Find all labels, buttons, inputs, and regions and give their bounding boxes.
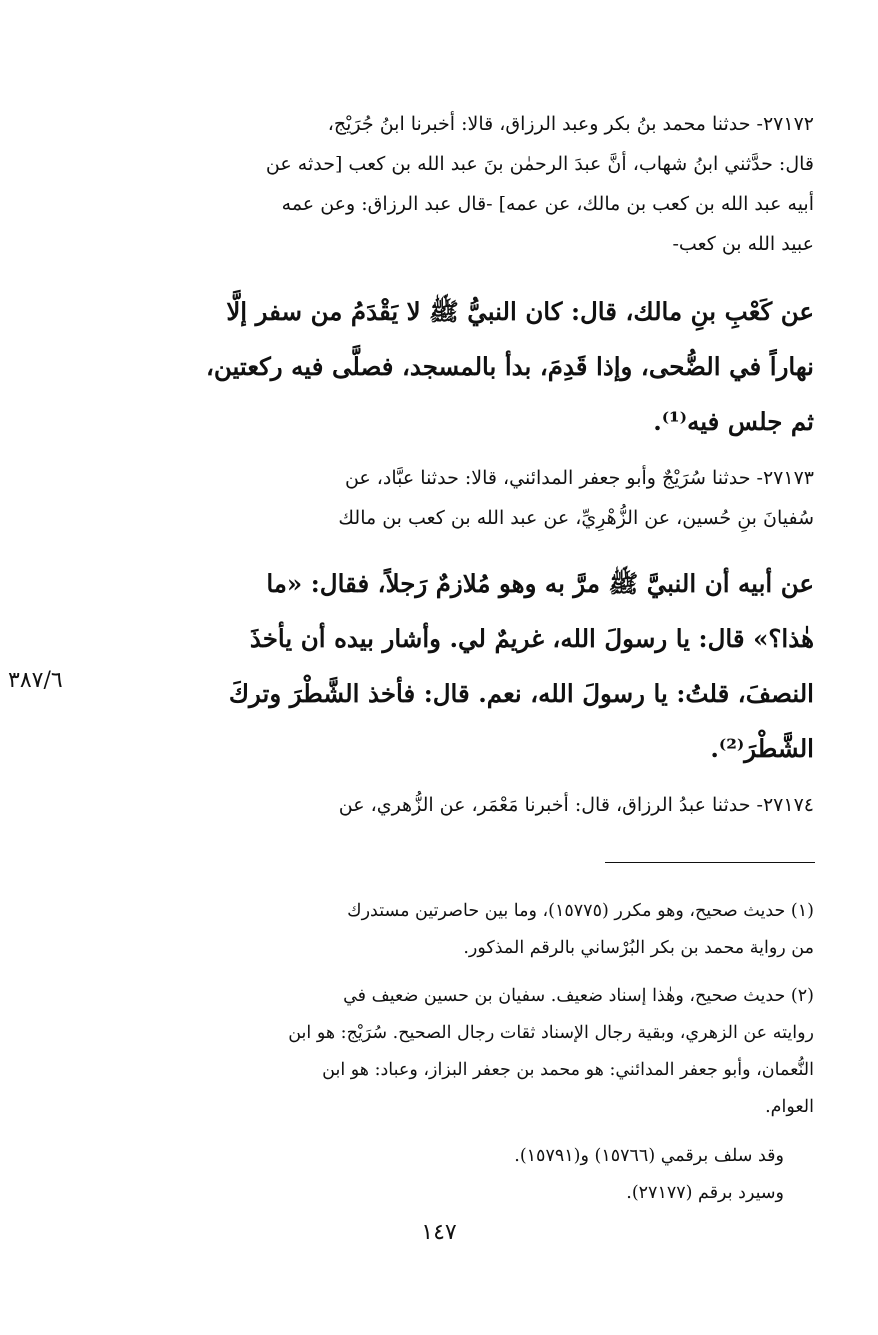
footnote-2-cross-reference: وقد سلف برقمي (١٥٧٦٦) و(١٥٧٩١). (514, 1146, 784, 1166)
page-number: ١٤٧ (421, 1220, 457, 1245)
footnote-2-forward-reference: وسيرد برقم (٢٧١٧٧). (626, 1183, 784, 1203)
footnote-2: (٢) حديث صحيح، وهٰذا إسناد ضعيف. سفيان بن حسين ضعيف في روايته عن الزهري، وبقية رجال الإسناد ثقات رجال الصحيح. سُرَيْج: هو ابن النُّعمان، وأبو جعفر المدائني: هو محمد بن جعفر البزاز، وعباد: هو ابن العوام. (288, 986, 814, 1117)
hadith-27173-isnad: ٢٧١٧٣- حدثنا سُرَيْجٌ وأبو جعفر المدائني، قالا: حدثنا عبَّاد، عن سُفيانَ بنِ حُسين، عن الزُّهْرِيِّ، عن عبد الله بن كعب بن مالك (338, 467, 814, 529)
hadith-27172-matn: عن كَعْبِ بنِ مالك، قال: كان النبيُّ ﷺ لا يَقْدَمُ من سفر إلَّا نهاراً في الضُّحى، وإذا قَدِمَ، بدأ بالمسجد، فصلَّى فيه ركعتين، ثم جلس فيه⁽¹⁾. (205, 297, 814, 436)
footnote-separator (605, 862, 815, 863)
margin-volume-page-reference: ٣٨٧/٦ (8, 668, 63, 693)
footnote-1: (١) حديث صحيح، وهو مكرر (١٥٧٧٥)، وما بين حاصرتين مستدرك من رواية محمد بن بكر البُرْساني بالرقم المذكور. (347, 901, 814, 958)
hadith-27174-isnad: ٢٧١٧٤- حدثنا عبدُ الرزاق، قال: أخبرنا مَعْمَر، عن الزُّهري، عن (338, 794, 814, 816)
hadith-27173-matn: عن أبيه أن النبيَّ ﷺ مرَّ به وهو مُلازمٌ رَجلاً، فقال: «ما هٰذا؟» قال: يا رسولَ الله، غريمٌ لي. وأشار بيده أن يأخذَ النصفَ، قلتُ: يا رسولَ الله، نعم. قال: فأخذ الشَّطْرَ وتركَ الشَّطْرَ⁽²⁾. (228, 569, 814, 763)
hadith-27172-isnad: ٢٧١٧٢- حدثنا محمد بنُ بكر وعبد الرزاق، قالا: أخبرنا ابنُ جُرَيْج، قال: حدَّثني ابنُ شهاب، أنَّ عبدَ الرحمٰن بنَ عبد الله بن كعب [حدثه عن أبيه عبد الله بن كعب بن مالك، عن عمه] -قال عبد الرزاق: وعن عمه عبيد الله بن كعب- (265, 113, 814, 255)
